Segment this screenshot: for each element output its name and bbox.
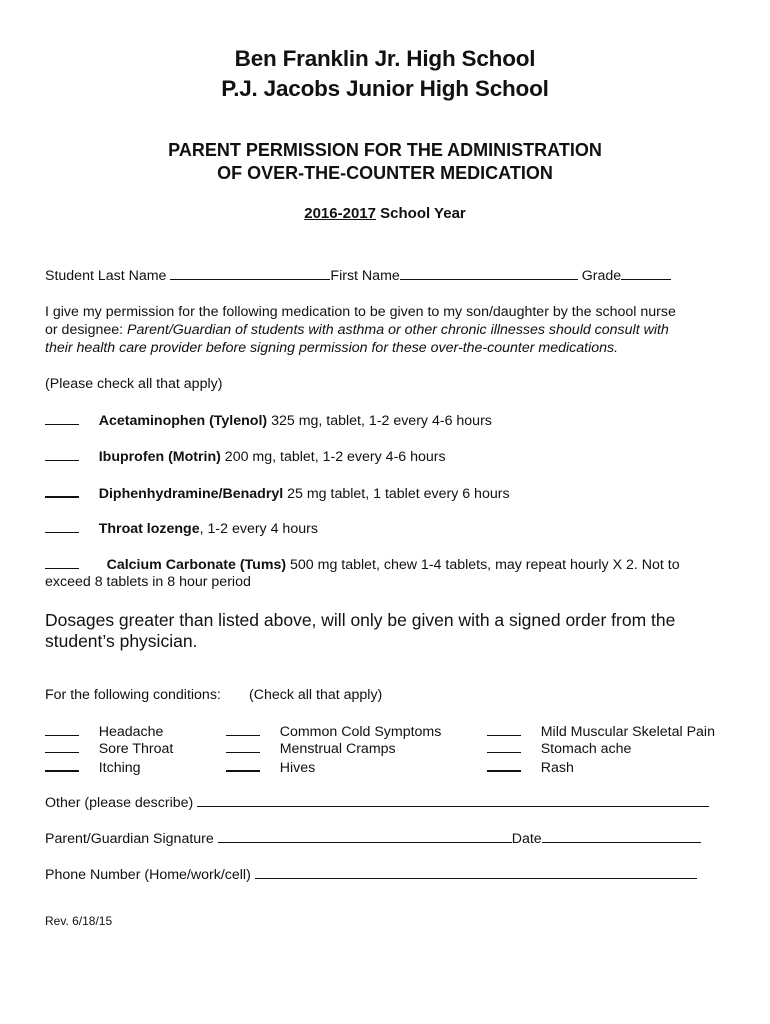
medication-detail: 25 mg tablet, 1 tablet every 6 hours [283,486,510,502]
condition-checkbox-stomach-ache[interactable] [487,739,521,753]
medication-checkbox-calcium-carbonate[interactable] [45,555,79,569]
medication-checkbox-ibuprofen[interactable] [45,447,79,461]
form-title-line-2: OF OVER-THE-COUNTER MEDICATION [217,163,553,183]
phone-label: Phone Number (Home/work/cell) [45,867,255,883]
condition-label: Menstrual Cramps [279,741,396,757]
condition-checkbox-common-cold[interactable] [226,722,260,736]
medication-item [45,447,446,466]
condition-checkbox-hives[interactable] [226,757,260,772]
student-last-name-field[interactable] [170,266,330,280]
condition-checkbox-muscular-pain[interactable] [487,722,521,736]
condition-label: Stomach ache [540,741,632,757]
grade-label: Grade [577,268,622,284]
medication-name: Calcium Carbonate (Tums) [106,557,287,573]
medication-checkbox-throat-lozenge[interactable] [45,519,79,533]
condition-label: Itching [98,760,141,776]
phone-line [45,865,697,884]
condition-label: Sore Throat [98,741,174,757]
student-last-name-label: Student Last Name [45,268,171,284]
condition-checkbox-itching[interactable] [45,757,79,772]
school-year-label: School Year [375,205,466,222]
revision-date: Rev. 6/18/15 [45,914,113,928]
dosage-note-line-1: Dosages greater than listed above, will only be given with a signed order from the [45,610,676,630]
medication-detail: 200 mg, tablet, 1-2 every 4-6 hours [220,449,446,465]
condition-label: Headache [98,724,164,740]
other-line [45,793,709,812]
medication-checkbox-acetaminophen[interactable] [45,411,79,425]
first-name-label: First Name [330,268,400,284]
condition-item [487,739,631,758]
condition-label: Mild Muscular Skeletal Pain [540,724,715,740]
condition-checkbox-rash[interactable] [487,757,521,772]
school-year [0,205,770,222]
medication-item [45,555,680,574]
check-all-instruction: (Please check all that apply) [45,376,223,392]
other-label: Other (please describe) [45,795,198,811]
school-year-value: 2016-2017 [304,205,376,222]
medication-name: Acetaminophen (Tylenol) [98,413,268,429]
condition-item [487,757,574,777]
school-name-1: Ben Franklin Jr. High School [234,46,536,71]
medication-checkbox-diphenhydramine[interactable] [45,483,79,498]
signature-field[interactable] [218,829,512,843]
student-info-line [45,266,671,285]
date-field[interactable] [542,829,701,843]
medication-item [45,483,510,503]
conditions-label: For the following conditions: [45,687,221,703]
medication-name: Diphenhydramine/Benadryl [98,486,284,502]
medication-detail-continued: exceed 8 tablets in 8 hour period [45,574,251,590]
medication-item [45,519,318,538]
condition-checkbox-headache[interactable] [45,722,79,736]
conditions-check-instruction: (Check all that apply) [249,687,383,703]
condition-label: Rash [540,760,574,776]
permission-note-italic-1: Parent/Guardian of students with asthma or other chronic illnesses should consult with [127,322,669,338]
grade-field[interactable] [621,266,671,280]
dosage-note-line-2: student’s physician. [45,631,198,651]
condition-item [45,757,141,777]
medication-detail: 500 mg tablet, chew 1-4 tablets, may repeat hourly X 2. Not to [286,557,680,573]
medication-name: Throat lozenge [98,521,200,537]
permission-line-1: I give my permission for the following medication to be given to my son/daughter by the school nurse [45,304,676,320]
medication-detail: , 1-2 every 4 hours [199,521,318,537]
condition-checkbox-sore-throat[interactable] [45,739,79,753]
medication-name: Ibuprofen (Motrin) [98,449,221,465]
condition-label: Common Cold Symptoms [279,724,442,740]
condition-item [226,757,315,777]
phone-field[interactable] [255,865,697,879]
signature-line [45,829,701,848]
date-label: Date [511,831,542,847]
other-description-field[interactable] [197,793,709,807]
condition-label: Hives [279,760,316,776]
permission-line-2 [45,321,669,339]
permission-note-italic-2: their health care provider before signing permission for these over-the-counter medications. [45,340,619,356]
condition-checkbox-menstrual-cramps[interactable] [226,739,260,753]
medication-item [45,411,492,430]
form-title-line-1: PARENT PERMISSION FOR THE ADMINISTRATION [168,140,602,160]
condition-item [45,739,173,758]
school-name-2: P.J. Jacobs Junior High School [221,76,549,101]
first-name-field[interactable] [400,266,578,280]
permission-designee: or designee: [45,322,128,338]
condition-item [226,739,396,758]
medication-detail: 325 mg, tablet, 1-2 every 4-6 hours [267,413,492,429]
signature-label: Parent/Guardian Signature [45,831,218,847]
